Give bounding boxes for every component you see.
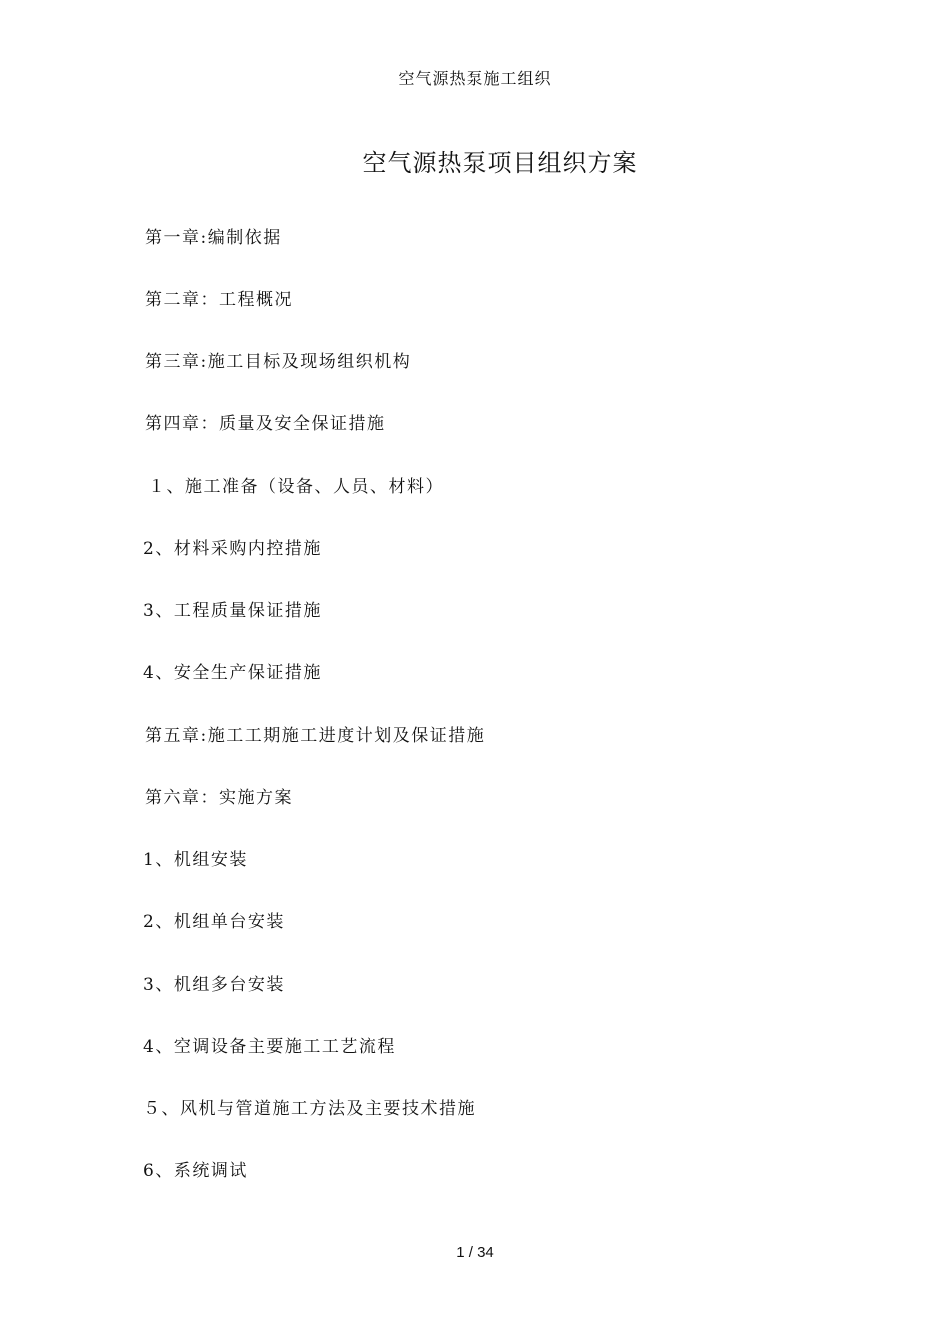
toc-section-6-3: 3、机组多台安装 bbox=[143, 975, 285, 995]
toc-section-6-6: 6、系统调试 bbox=[143, 1161, 248, 1181]
toc-section-6-4: 4、空调设备主要施工工艺流程 bbox=[143, 1037, 396, 1057]
toc-section-6-1: 1、机组安装 bbox=[143, 850, 248, 870]
toc-section-4-1: １、施工准备（设备、人员、材料） bbox=[148, 477, 444, 497]
toc-chapter-6: 第六章：实施方案 bbox=[145, 788, 293, 808]
running-header: 空气源热泵施工组织 bbox=[398, 69, 552, 88]
page-number: 1 / 34 bbox=[456, 1244, 494, 1261]
toc-section-4-2: 2、材料采购内控措施 bbox=[143, 539, 322, 559]
toc-chapter-2: 第二章：工程概况 bbox=[145, 290, 293, 310]
toc-section-4-4: 4、安全生产保证措施 bbox=[143, 663, 322, 683]
toc-section-6-2: 2、机组单台安装 bbox=[143, 912, 285, 932]
toc-chapter-5: 第五章:施工工期施工进度计划及保证措施 bbox=[145, 726, 486, 746]
toc-chapter-4: 第四章：质量及安全保证措施 bbox=[145, 414, 386, 434]
document-title: 空气源热泵项目组织方案 bbox=[362, 149, 638, 177]
toc-section-4-3: 3、工程质量保证措施 bbox=[143, 601, 322, 621]
toc-section-6-5: ５、风机与管道施工方法及主要技术措施 bbox=[143, 1099, 476, 1119]
toc-chapter-3: 第三章:施工目标及现场组织机构 bbox=[145, 352, 412, 372]
toc-chapter-1: 第一章:编制依据 bbox=[145, 228, 282, 248]
